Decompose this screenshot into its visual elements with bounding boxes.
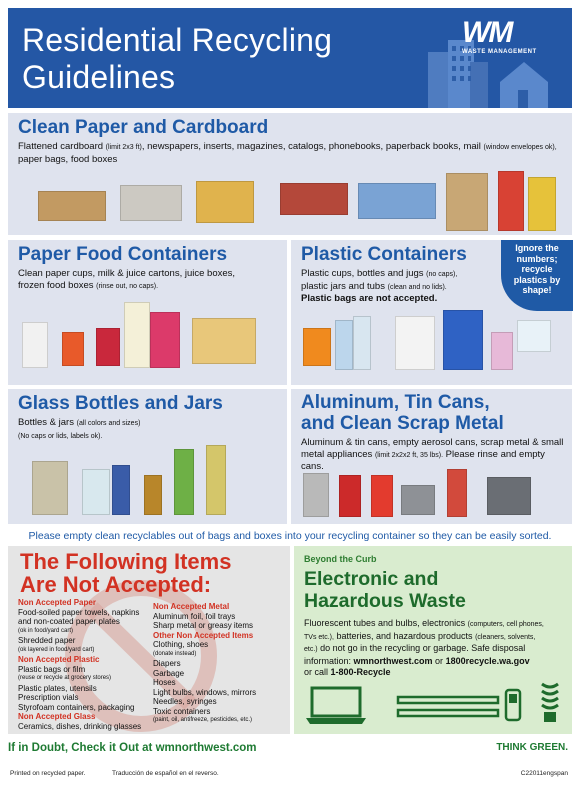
paper-desc-1: Flattened cardboard [18, 141, 104, 152]
paper-food-desc-2-small: (rinse out, no caps). [96, 282, 159, 290]
na-paper-head: Non Accepted Paper [18, 598, 96, 607]
badge-line-4: plastics by [513, 274, 561, 285]
laptop-icon [304, 686, 368, 726]
badge-line-2: numbers; [516, 253, 558, 264]
na-plastic-3: Plastic plates, utensils [18, 683, 97, 693]
na-other-9: (paint, oil, antifreeze, pesticides, etc.) [153, 717, 253, 723]
metal-desc-2-b: Please rinse and empty cans. [301, 448, 545, 472]
logo-letters: WM [462, 16, 512, 49]
paper-desc-2-small: (window envelopes ok), [483, 144, 557, 151]
paper-desc-1-small: (limit 2x3 ft) [105, 144, 142, 151]
fluorescent-tube-icon [394, 694, 504, 720]
juice-box-image [62, 332, 84, 366]
hazardous-title-1: Electronic and [304, 568, 439, 590]
na-metal-head: Non Accepted Metal [153, 602, 230, 611]
paper-desc-3: paper bags, food boxes [18, 153, 118, 165]
title-line-1: Residential Recycling [22, 22, 333, 58]
wm-logo [462, 18, 554, 55]
paper-title: Clean Paper and Cardboard [18, 117, 269, 138]
na-paper-3: (ok in food/yard cart) [18, 627, 74, 634]
header-banner [8, 8, 572, 108]
green-glass-bottle-image [174, 449, 194, 515]
plastic-desc-2: plastic jars and tubs [301, 280, 385, 292]
not-accepted-title-2: Are Not Accepted: [20, 572, 212, 597]
na-plastic-5: Styrofoam containers, packaging [18, 702, 135, 712]
metal-desc-2: metal appliances [301, 448, 373, 460]
paper-desc-2: , newspapers, inserts, magazines, catalogs, phonebooks, paperback books, mail [141, 141, 481, 152]
paper-panel [8, 113, 572, 235]
paper-bag-image [446, 173, 488, 231]
not-accepted-title [20, 550, 231, 596]
na-plastic-4: Prescription vials [18, 693, 79, 702]
na-paper-2: and non-coated paper plates [18, 617, 120, 626]
hazardous-desc-3: do not go in the recycling or garbage. Safe disposal [317, 643, 526, 653]
glass-desc-2-small: (No caps or lids, labels ok). [18, 432, 103, 440]
hazardous-desc-2: batteries, and hazardous products [333, 630, 473, 641]
soda-can-image [339, 475, 361, 517]
plastic-bags-warning: Plastic bags are not accepted. [301, 293, 438, 304]
think-green-tagline: THINK GREEN. [496, 742, 568, 753]
spanish-translation-note: Traducción de español en el reverso. [112, 770, 219, 777]
milk-carton-image [124, 302, 150, 368]
plastic-panel [291, 240, 572, 385]
magazines-image [280, 183, 348, 215]
water-bottle-image [335, 320, 353, 370]
ignore-numbers-badge [501, 240, 573, 311]
na-other-2: (donate instead) [153, 650, 197, 657]
na-other-4: Garbage [153, 668, 185, 678]
not-accepted-left-column [18, 598, 158, 731]
small-carton-image [96, 328, 120, 366]
paper-desc [18, 141, 563, 165]
recycle-wa-link[interactable]: 1800recycle.wa.gov [443, 655, 530, 666]
badge-line-5: shape! [522, 285, 552, 295]
na-plastic-2: (reuse or recycle at grocery stores) [18, 675, 112, 681]
scrap-metal-image [401, 485, 435, 515]
glass-desc [18, 417, 280, 442]
hazardous-desc-2-small-b: (cleaners, solvents, [475, 633, 536, 641]
mail-image [358, 183, 436, 219]
metal-title [301, 392, 504, 434]
hazardous-waste-title [304, 568, 466, 612]
badge-line-3: recycle [521, 264, 553, 274]
na-other-8: Toxic containers [153, 706, 211, 716]
plastic-cup-image [303, 328, 331, 366]
detergent-jug-image [443, 310, 483, 370]
na-glass-1: Ceramics, dishes, drinking glasses [18, 721, 142, 731]
empty-bags-notice: Please empty clean recyclables out of bags and boxes into your recycling container so they can be easily sorted. [28, 530, 552, 542]
recycle-phone-link[interactable]: 1-800-Recycle [328, 667, 391, 677]
cell-phone-icon [504, 688, 522, 722]
cereal-box-image [498, 171, 524, 231]
document-code: C22011engspan [520, 770, 568, 777]
wmnorthwest-link[interactable]: wmnorthwest.com [351, 655, 433, 666]
hazardous-desc-4: information: [304, 655, 352, 666]
beyond-curb-label: Beyond the Curb [304, 554, 377, 564]
na-plastic-1: Plastic bags or film [18, 664, 86, 674]
plastic-tub-image [517, 320, 551, 352]
newspaper-image [120, 185, 182, 221]
plastic-title: Plastic Containers [301, 244, 467, 265]
cfl-bulb-icon [536, 680, 564, 726]
glass-title: Glass Bottles and Jars [18, 393, 223, 414]
paper-food-title: Paper Food Containers [18, 244, 228, 265]
small-plastic-bottle-image [491, 332, 513, 370]
metal-desc-2-small: (limit 2x2x2 ft, 35 lbs). [374, 451, 444, 459]
na-other-1: Clothing, shoes [153, 640, 209, 649]
title-line-2: Guidelines [22, 59, 176, 95]
na-other-6: Light bulbs, windows, mirrors [153, 687, 257, 697]
logo-subtitle: WASTE MANAGEMENT [462, 49, 537, 55]
not-accepted-panel [8, 546, 290, 734]
wine-bottle-image [206, 445, 226, 515]
hazardous-desc-5: or call [304, 667, 329, 677]
hazardous-desc-or: or [432, 655, 444, 666]
paper-cup-image [22, 322, 48, 368]
milk-jug-image [395, 316, 435, 370]
na-paper-1: Food-soiled paper towels, napkins [18, 607, 140, 617]
food-box-image [528, 177, 556, 231]
paper-food-desc-1: Clean paper cups, milk & juice cartons, juice boxes, [18, 268, 236, 279]
plastic-desc [301, 268, 511, 305]
paper-food-panel [8, 240, 287, 385]
printed-recycled-note: Printed on recycled paper. [10, 770, 86, 777]
cardboard-box-image [38, 191, 106, 221]
red-can-image [371, 475, 393, 517]
metal-title-2: and Clean Scrap Metal [301, 413, 504, 434]
small-appliance-image [487, 477, 531, 515]
frozen-food-box-image [192, 318, 256, 364]
glass-panel [8, 389, 287, 524]
na-other-head: Other Non Accepted Items [153, 630, 254, 640]
na-paper-4: Shredded paper [18, 636, 76, 645]
na-other-7: Needles, syringes [153, 697, 217, 706]
beyond-curb-panel [294, 546, 572, 734]
page-title [22, 22, 332, 96]
plastic-desc-2-small: (clean and no lids). [387, 283, 447, 291]
metal-desc-1: Aluminum & tin cans, empty aerosol cans, scrap metal & small [301, 437, 564, 448]
hazardous-desc-2-small: TVs etc.), [304, 633, 334, 641]
na-plastic-head: Non Accepted Plastic [18, 655, 100, 664]
aerosol-can-image [447, 469, 467, 517]
glass-desc-1: Bottles & jars [18, 417, 74, 428]
clear-glass-jar-image [82, 469, 110, 515]
na-other-5: Hoses [153, 678, 176, 687]
paper-food-desc [18, 268, 280, 292]
juice-carton-image [150, 312, 180, 368]
amber-glass-bottle-image [144, 475, 162, 515]
hazardous-desc [304, 618, 566, 679]
not-accepted-title-1: The Following Items [20, 549, 232, 574]
glass-jar-image [32, 461, 68, 515]
na-metal-2: Sharp metal or greasy items [153, 621, 254, 630]
hazardous-title-2: Hazardous Waste [304, 590, 466, 612]
metal-title-1: Aluminum, Tin Cans, [301, 392, 490, 413]
books-image [196, 181, 254, 223]
not-accepted-right-column [153, 602, 287, 726]
tin-can-image [303, 473, 329, 517]
hazardous-desc-1-small: (computers, cell phones, [467, 621, 544, 628]
plastic-desc-1-small: (no caps), [426, 271, 458, 278]
hazardous-desc-3-small: etc.) [304, 646, 318, 653]
paper-food-desc-2: frozen food boxes [18, 279, 94, 291]
plastic-desc-1: Plastic cups, bottles and jugs [301, 268, 424, 279]
metal-panel [291, 389, 572, 524]
hazardous-desc-1: Fluorescent tubes and bulbs, electronics [304, 618, 466, 628]
na-other-3: Diapers [153, 659, 181, 668]
glass-desc-1-small: (all colors and sizes) [76, 420, 141, 427]
na-glass-head: Non Accepted Glass [18, 712, 96, 721]
check-it-out-line: If in Doubt, Check it Out at wmnorthwest.com [8, 742, 257, 754]
metal-desc [301, 437, 567, 473]
na-paper-5: (ok layered in food/yard cart) [18, 646, 95, 653]
soda-bottle-image [353, 316, 371, 370]
badge-line-1: Ignore the [515, 243, 559, 253]
blue-glass-bottle-image [112, 465, 130, 515]
na-metal-1: Aluminum foil, foil trays [153, 611, 236, 621]
